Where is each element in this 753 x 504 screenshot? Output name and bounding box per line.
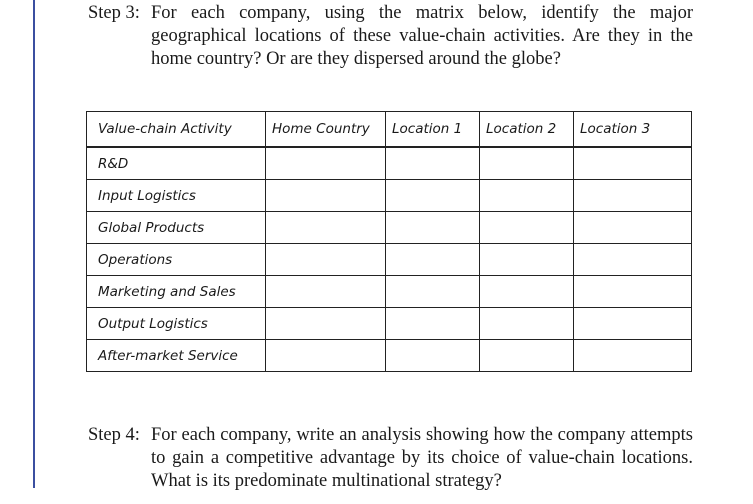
step-4-block <box>88 424 693 493</box>
cell-location-3[interactable] <box>574 180 692 212</box>
cell-location-2[interactable] <box>480 308 574 340</box>
table-row <box>87 147 692 180</box>
table-row <box>87 276 692 308</box>
step-3-block <box>88 2 693 71</box>
table-row <box>87 180 692 212</box>
cell-location-1[interactable] <box>386 147 480 180</box>
step-3-label: Step 3: <box>88 3 140 23</box>
step-3-text: For each company, using the matrix below, identify the major geographical locations of these value-chain activities. Are they in the home country? Or are they dispersed around the globe? <box>151 3 693 69</box>
cell-home-country[interactable] <box>266 340 386 372</box>
cell-home-country[interactable] <box>266 308 386 340</box>
cell-location-1[interactable] <box>386 308 480 340</box>
cell-home-country[interactable] <box>266 180 386 212</box>
cell-location-3[interactable] <box>574 340 692 372</box>
table-row <box>87 212 692 244</box>
header-location-2: Location 2 <box>480 112 574 148</box>
cell-location-3[interactable] <box>574 147 692 180</box>
cell-location-2[interactable] <box>480 180 574 212</box>
row-label-rd: R&D <box>87 147 266 180</box>
header-location-3: Location 3 <box>574 112 692 148</box>
header-home-country: Home Country <box>266 112 386 148</box>
cell-location-3[interactable] <box>574 308 692 340</box>
step-4-label: Step 4: <box>88 425 140 445</box>
step-4-text: For each company, write an analysis showing how the company attempts to gain a competitive advantage by its choice of value-chain locations. What is its predominate multinational strategy? <box>151 425 693 491</box>
matrix-header-row <box>87 112 692 148</box>
cell-location-3[interactable] <box>574 276 692 308</box>
cell-location-1[interactable] <box>386 340 480 372</box>
cell-home-country[interactable] <box>266 147 386 180</box>
row-label-global-products: Global Products <box>87 212 266 244</box>
row-label-output-logistics: Output Logistics <box>87 308 266 340</box>
table-row <box>87 308 692 340</box>
row-label-after-market-service: After-market Service <box>87 340 266 372</box>
cell-location-1[interactable] <box>386 244 480 276</box>
row-label-operations: Operations <box>87 244 266 276</box>
cell-location-2[interactable] <box>480 276 574 308</box>
header-value-chain-activity: Value-chain Activity <box>87 112 266 148</box>
cell-location-3[interactable] <box>574 212 692 244</box>
table-row <box>87 244 692 276</box>
cell-location-2[interactable] <box>480 212 574 244</box>
cell-location-3[interactable] <box>574 244 692 276</box>
margin-rule <box>33 0 35 488</box>
cell-location-1[interactable] <box>386 212 480 244</box>
row-label-input-logistics: Input Logistics <box>87 180 266 212</box>
cell-location-1[interactable] <box>386 180 480 212</box>
cell-location-2[interactable] <box>480 340 574 372</box>
header-location-1: Location 1 <box>386 112 480 148</box>
cell-home-country[interactable] <box>266 212 386 244</box>
row-label-marketing-and-sales: Marketing and Sales <box>87 276 266 308</box>
cell-home-country[interactable] <box>266 276 386 308</box>
cell-home-country[interactable] <box>266 244 386 276</box>
cell-location-2[interactable] <box>480 147 574 180</box>
table-row <box>87 340 692 372</box>
cell-location-1[interactable] <box>386 276 480 308</box>
value-chain-matrix <box>86 111 692 372</box>
cell-location-2[interactable] <box>480 244 574 276</box>
